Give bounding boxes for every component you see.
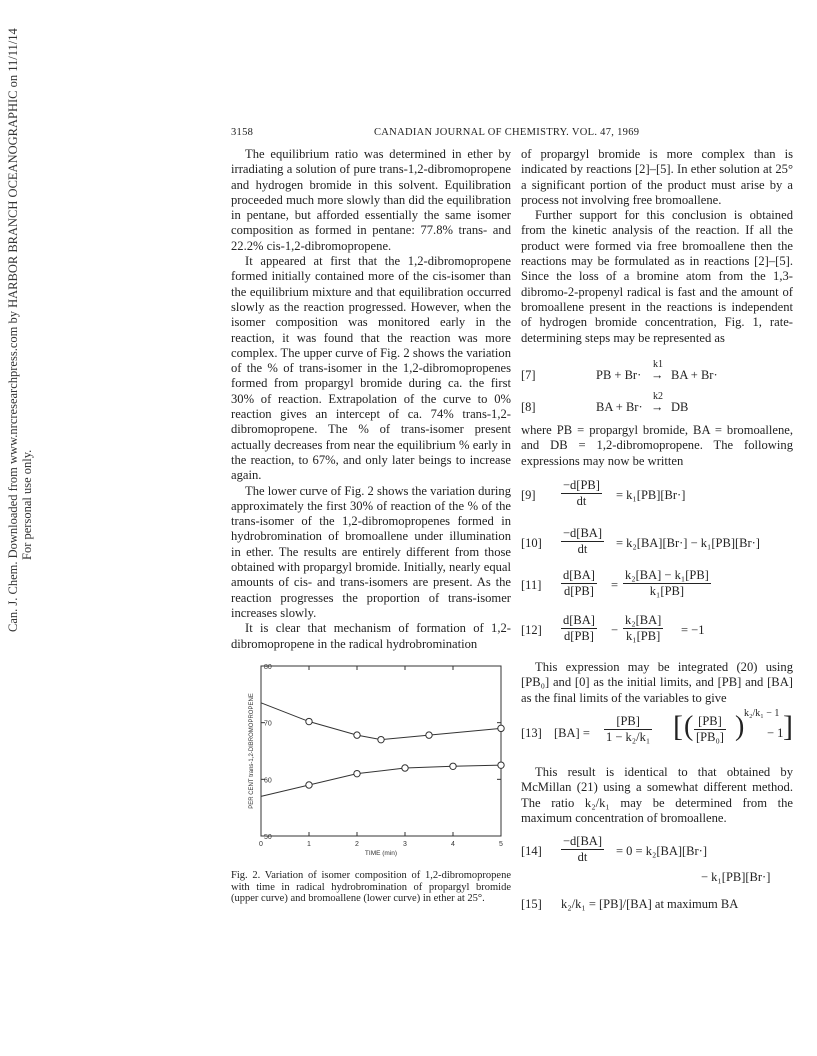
equation-lhs: [BA] = [554, 726, 590, 740]
right-column-intro [521, 147, 793, 346]
mcmillan-paragraph [521, 765, 793, 826]
equation-number: [7] [521, 368, 536, 382]
series-line-0 [261, 703, 501, 740]
figure-2 [231, 660, 511, 870]
right-bracket: ] [783, 710, 793, 743]
arrow: → [651, 368, 664, 382]
arrow: → [651, 400, 664, 414]
plot-frame [261, 666, 501, 836]
equation-rhs: = 0 = k₂[BA][Br·] [616, 844, 708, 858]
equation-number: [9] [521, 488, 536, 502]
download-watermark [0, 0, 40, 1056]
equation-number: [14] [521, 844, 542, 858]
equation-number: [15] [521, 897, 542, 911]
fraction [561, 613, 597, 644]
reaction-rhs: DB [671, 400, 689, 414]
right-paren: ) [735, 711, 745, 742]
fraction [604, 714, 652, 745]
left-bracket: [ [673, 710, 683, 743]
y-tick-label: 70 [264, 720, 272, 728]
denominator: dt [577, 850, 588, 864]
equation-number: [10] [521, 536, 542, 550]
figure-caption: Fig. 2. Variation of isomer composition of 1,2-dibromopropene with time in radical hydrobromination of propargyl bromide (upper curve) and bromoallene (lower curve) in ether at 25°. [231, 870, 511, 904]
equation-number: [8] [521, 400, 536, 414]
equation-number: [13] [521, 726, 542, 740]
fraction [694, 714, 726, 745]
series-line-1 [261, 765, 501, 796]
data-point [426, 732, 432, 738]
data-point [378, 736, 384, 742]
numerator: [PB] [604, 714, 652, 730]
paragraph: The lower curve of Fig. 2 shows the variation during approximately the first 30% of reaction of the % of the trans-isomer of the 1,2-dibromopropenes formed in hydrobromination of bromoallene under illumination in ether. The results are entirely different from those obtained with propargyl bromide. Initially, nearly equal amounts of cis- and trans-isomers are present. As the reaction progresses the proportion of trans-isomer increases slowly. [231, 483, 511, 620]
data-point [306, 782, 312, 788]
denominator: d[PB] [564, 629, 594, 643]
numerator: −d[BA] [563, 526, 602, 540]
integrate-paragraph [521, 660, 793, 706]
data-point [498, 762, 504, 768]
paragraph: It is clear that mechanism of formation of 1,2-dibromopropene in the radical hydrobromination [231, 621, 511, 651]
y-tick-label: 50 [264, 834, 272, 841]
data-point [402, 765, 408, 771]
y-tick-label: 60 [264, 777, 272, 785]
x-tick-label: 3 [403, 841, 407, 848]
equation-number: [11] [521, 578, 542, 592]
left-paren: ( [684, 711, 694, 742]
paragraph: Further support for this conclusion is obtained from the kinetic analysis of the reaction. If all the product were formed via free bromoallene then the reactions may be formulated as in reactions [2]–[5]. Since the loss of a bromine atom from the 1,3-dibromo-2-propenyl radical is fast and the amount of bromoallene present in the reactions is independent of hydrogen bromide concentration, Fig. 1, rate-determining steps may be represented as [521, 208, 793, 345]
y-tick-label: 80 [264, 664, 272, 671]
data-point [306, 718, 312, 724]
paragraph: This result is identical to that obtained by McMillan (21) using a somewhat different method. The ratio k₂/k₁ may be determined from the maximum concentration of bromoallene. [521, 765, 793, 825]
reaction-lhs: BA + Br· [596, 400, 643, 414]
fraction [561, 478, 602, 509]
numerator: −d[BA] [563, 834, 602, 848]
paragraph: This expression may be integrated (20) using [PB₀] and [0] as the initial limits, and [PB] and [BA] as the final limits of the variables to give [521, 660, 793, 705]
denominator: 1 − k₂/k₁ [606, 730, 651, 744]
equation-tail: − 1 [767, 726, 784, 740]
journal-title: CANADIAN JOURNAL OF CHEMISTRY. VOL. 47, 1969 [374, 127, 640, 138]
x-tick-label: 1 [307, 841, 311, 848]
x-tick-label: 2 [355, 841, 359, 848]
paragraph: of propargyl bromide is more complex than is indicated by reactions [2]–[5]. In ether solution at 25° a significant portion of the product must arise by a process not involving free bromoallene. [521, 147, 793, 207]
denominator: k₁[PB] [649, 584, 685, 598]
rate-constant: k1 [653, 359, 663, 370]
x-tick-label: 5 [499, 841, 503, 848]
x-tick-label: 4 [451, 841, 455, 848]
numerator: k₂[BA] [625, 613, 662, 627]
denominator: k₁[PB] [626, 629, 661, 643]
chart-svg [231, 660, 511, 865]
data-point [450, 763, 456, 769]
fraction [623, 568, 711, 599]
equation-rhs: = k₁[PB][Br·] [616, 488, 686, 502]
where-paragraph [521, 423, 793, 469]
numerator: −d[PB] [563, 478, 600, 492]
fraction [561, 568, 597, 599]
equation-rhs: = k₂[BA][Br·] − k₁[PB][Br·] [616, 536, 760, 550]
y-axis-label: PER CENT trans-1,2-DIBROMOPROPENE [249, 693, 255, 809]
denominator: [PB₀] [696, 730, 724, 744]
fraction [561, 834, 604, 865]
watermark-line-1: Can. J. Chem. Downloaded from www.nrcresearchpress.com by HARBOR BRANCH OCEANOGRAPHIC on 11/11/14 [6, 28, 20, 632]
equation-rhs: = −1 [681, 623, 705, 637]
data-point [498, 725, 504, 731]
x-axis-label: TIME (min) [364, 850, 398, 857]
data-point [354, 732, 360, 738]
denominator: d[PB] [564, 584, 594, 598]
left-column [231, 147, 511, 652]
numerator: d[BA] [563, 613, 595, 627]
minus-sign: − [611, 623, 619, 637]
reaction-lhs: PB + Br· [596, 368, 642, 382]
reaction-rhs: BA + Br· [671, 368, 718, 382]
equals-sign: = [611, 578, 619, 592]
exponent: k₂/k₁ − 1 [744, 708, 780, 719]
fraction [561, 526, 604, 557]
x-tick-label: 0 [259, 841, 263, 848]
page-number: 3158 [231, 127, 254, 138]
equation-rhs-continued: − k₁[PB][Br·] [701, 870, 771, 884]
numerator: [PB] [694, 714, 726, 730]
numerator: k₂[BA] − k₁[PB] [625, 568, 709, 582]
denominator: dt [577, 542, 588, 556]
fraction [623, 613, 663, 644]
paragraph: It appeared at first that the 1,2-dibromopropene formed initially contained more of the cis-isomer than the equilibrium mixture and that equilibration occurred slowly as the reaction progressed. However, when the isomer composition was monitored early in the reaction, it was found that the reaction was more complex. The upper curve of Fig. 2 shows the variation of the % of trans-isomer in the 1,2-dibromopropenes formed from propargyl bromide during ca. the first 30% of reaction. Extrapolation of the curve to 0% reaction gives an intercept of ca. 74% trans-1,2-dibromopropene. The % of trans-isomer present actually decreases from near the equilibrium % early in the reaction, to 67%, and only later beings to increase again. [231, 254, 511, 483]
paragraph: The equilibrium ratio was determined in ether by irradiating a solution of pure trans-1,2-dibromopropene and hydrogen bromide in this solvent. Equilibration proceeded much more slowly than did the equilibration in pentane, but afforded essentially the same isomer composition as formed in pentane: 77.8% trans- and 22.2% cis-1,2-dibromopropene. [231, 147, 511, 253]
paragraph: where PB = propargyl bromide, BA = bromoallene, and DB = 1,2-dibromopropene. The following expressions may now be written [521, 423, 793, 468]
equation-text: k₂/k₁ = [PB]/[BA] at maximum BA [561, 897, 739, 911]
watermark-line-2: For personal use only. [20, 449, 34, 560]
equation-number: [12] [521, 623, 542, 637]
rate-constant: k2 [653, 391, 663, 402]
denominator: dt [576, 494, 587, 508]
data-point [354, 770, 360, 776]
numerator: d[BA] [563, 568, 595, 582]
